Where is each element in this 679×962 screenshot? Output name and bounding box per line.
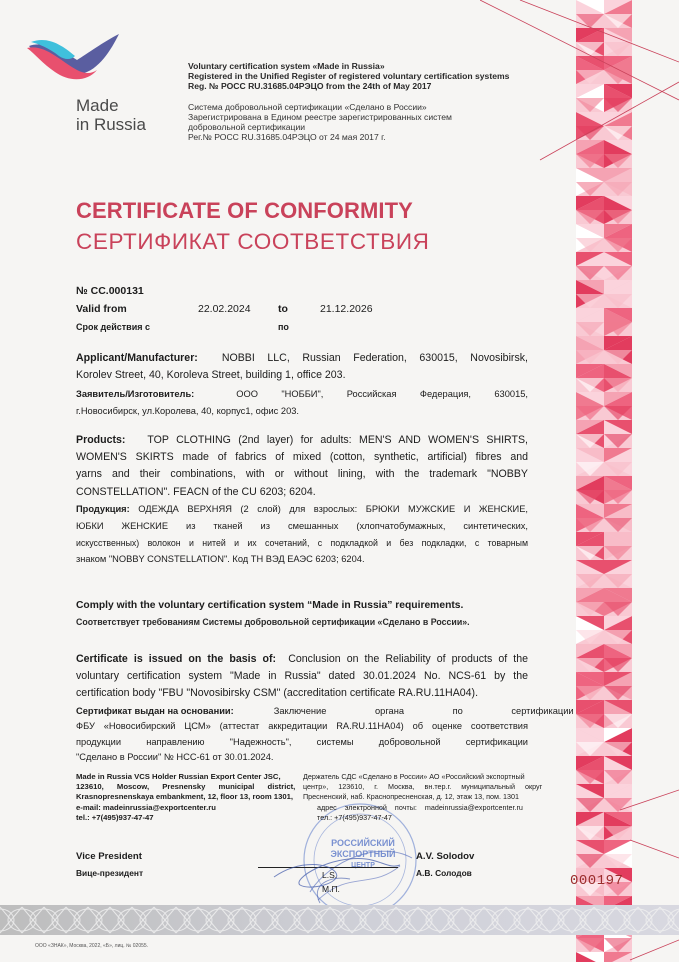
products-en — [76, 432, 528, 501]
products-text-ru-2: ЮБКИ ЖЕНСКИЕ из тканей из смешанных (хлопчатобумажных, синтетических, — [76, 520, 528, 531]
logo-line-2: in Russia — [76, 115, 146, 134]
comply-en: Comply with the voluntary certification system “Made in Russia” requirements. — [76, 600, 464, 611]
ls-label: L.S. — [322, 870, 338, 880]
basis-en — [76, 651, 528, 703]
basis-text-ru-1: Заключение органа по сертификации — [273, 706, 574, 716]
signatory-name-en: A.V. Solodov — [416, 851, 475, 862]
logo-text — [76, 96, 146, 134]
products-label-ru: Продукция: — [76, 504, 130, 514]
products-text-ru-3: искусственных) волокон и нитей и их сочетаний, с подкладкой и без подкладки, с товарным — [76, 537, 528, 548]
valid-from-label: Valid from — [76, 303, 127, 315]
valid-to-date: 21.12.2026 — [320, 303, 373, 315]
holder-ru-line: тел.: +7(495)937-47-47 — [317, 812, 392, 822]
holder-en-line: tel.: +7(495)937-47-47 — [76, 812, 154, 822]
holder-en-line: Made in Russia VCS Holder Russian Export Center JSC, — [76, 772, 281, 781]
stamp-line: РОССИЙСКИЙ — [331, 838, 395, 848]
signatory-title-en: Vice President — [76, 851, 142, 862]
basis-label-en: Certificate is issued on the basis of: — [76, 653, 277, 665]
mp-label: М.П. — [322, 884, 340, 894]
signatory-title-ru: Вице-президент — [76, 868, 144, 878]
basis-ru — [76, 704, 574, 766]
header-en-line: Registered in the Unified Register of registered voluntary certification systems — [188, 71, 510, 81]
header-en — [188, 61, 558, 91]
header-ru-line: Зарегистрирована в Едином реестре зарегистрированных систем — [188, 112, 452, 122]
applicant-label-en: Applicant/Manufacturer: — [76, 352, 198, 364]
valid-from-label-ru: Срок действия с — [76, 322, 150, 332]
holder-ru-line: Держатель СДС «Сделано в России» АО «Российский экспортный — [303, 772, 525, 781]
applicant-text-ru-2: г.Новосибирск, ул.Королева, 40, корпус1, офис 203. — [76, 405, 300, 416]
applicant-text-en-1: NOBBI LLC, Russian Federation, 630015, Novosibirsk, — [221, 352, 528, 364]
products-text-en-3: yarns and their combinations, with or without lining, with the trademark "NOBBY — [76, 468, 528, 481]
signature-scribble-icon — [270, 845, 410, 905]
products-text-en-4: CONSTELLATION". FEACN of the CU 6203; 6204. — [76, 485, 316, 498]
serial-number: 000197 — [570, 873, 624, 889]
valid-to-label: to — [278, 303, 288, 315]
made-in-russia-logo-icon — [25, 30, 125, 86]
applicant-text-ru-1: ООО "НОББИ", Российская Федерация, 630015, — [236, 389, 528, 399]
stamp-line: ЭКСПОРТНЫЙ — [330, 849, 396, 859]
holder-ru-line: центр», 123610, г. Москва, вн.тер.г. муниципальный округ — [303, 782, 543, 792]
applicant-label-ru: Заявитель/Изготовитель: — [76, 389, 195, 399]
header-en-line: Voluntary certification system «Made in Russia» — [188, 61, 385, 71]
applicant-en — [76, 350, 528, 384]
products-text-ru-1: ОДЕЖДА ВЕРХНЯЯ (2 слой) для взрослых: БРЮКИ МУЖСКИЕ И ЖЕНСКИЕ, — [138, 504, 528, 514]
holder-en-line: Krasnopresnenskaya embankment, 12, floor 13, room 1301, — [76, 792, 294, 802]
header-ru-line: Система добровольной сертификации «Сделано в России» — [188, 102, 427, 112]
stamp-line: ЦЕНТР — [351, 862, 375, 869]
applicant-ru — [76, 386, 528, 420]
holder-ru-line: адрес электронной почты: madeinrussia@exportcenter.ru — [317, 802, 523, 812]
holder-en-line: e-mail: madeinrussia@exportcenter.ru — [76, 802, 216, 812]
valid-from-date: 22.02.2024 — [198, 303, 251, 315]
products-label-en: Products: — [76, 434, 126, 446]
comply-ru: Соответствует требованиям Системы добровольной сертификации «Сделано в России». — [76, 617, 470, 627]
basis-text-ru-4: "Сделано в России" № НСС-61 от 30.01.2024. — [76, 752, 274, 763]
products-ru — [76, 501, 528, 568]
header-ru-line: Рег.№ РОСС RU.31685.04РЭЦО от 24 мая 2017 г. — [188, 132, 386, 142]
basis-text-en-3: certification body "FBU "Novosibirsky CSM" (accreditation certificate RA.RU.11HA04). — [76, 687, 479, 700]
basis-text-ru-2: ФБУ «Новосибирский ЦСМ» (аттестат аккредитации RA.RU.11HA04) об оценке соответствия — [76, 721, 528, 732]
applicant-text-en-2: Korolev Street, 40, Koroleva Street, building 1, office 203. — [76, 369, 346, 382]
header-en-line: Reg. № РОСС RU.31685.04РЭЦО from the 24th of May 2017 — [188, 81, 432, 91]
valid-to-label-ru: по — [278, 322, 289, 332]
certificate-number: № CC.000131 — [76, 285, 144, 297]
signatory-name-ru: А.В. Солодов — [416, 868, 472, 878]
holder-en — [76, 772, 298, 823]
products-text-en-1: TOP CLOTHING (2nd layer) for adults: MEN'S AND WOMEN'S SHIRTS, — [147, 434, 528, 446]
holder-ru-line: Пресненский, наб. Краснопресненская, д. 12, этаж 13, пом. 1301 — [303, 792, 519, 802]
title-en: CERTIFICATE OF CONFORMITY — [76, 198, 413, 223]
printer-imprint: ООО «ЗНАК», Москва, 2022, «Б», лиц. № 02055. — [35, 943, 149, 949]
basis-text-ru-3: продукции направлению "Надежность", системы добровольной сертификации — [76, 736, 528, 747]
basis-label-ru: Сертификат выдан на основании: — [76, 706, 234, 716]
guilloche-band — [0, 905, 679, 935]
logo-line-1: Made — [76, 96, 119, 115]
basis-text-en-1: Conclusion on the Reliability of products of the — [288, 653, 528, 665]
holder-en-line: 123610, Moscow, Presnensky municipal district, — [76, 782, 296, 792]
header-ru — [188, 102, 558, 142]
title-ru: СЕРТИФИКАТ СООТВЕТСТВИЯ — [76, 229, 430, 254]
products-text-ru-4: знаком "NOBBY CONSTELLATION". Код ТН ВЭД ЕАЭС 6203; 6204. — [76, 554, 365, 565]
header-ru-line: добровольной сертификации — [188, 122, 306, 132]
basis-text-en-2: voluntary certification system "Made in Russia" dated 30.01.2024 No. NCS-61 by the — [76, 670, 528, 683]
products-text-en-2: WOMEN'S SKIRTS made of fabrics of mixed (cotton, synthetic, artificial) fibres and — [76, 451, 528, 464]
holder-ru — [303, 772, 543, 823]
